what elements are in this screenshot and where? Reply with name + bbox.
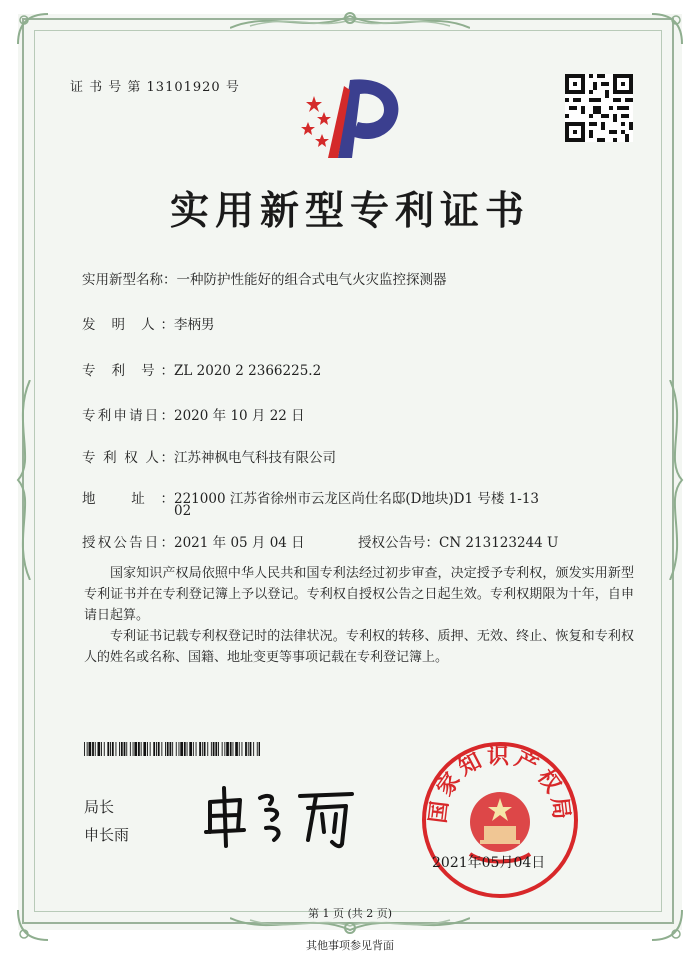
page-number: 第 1 页 (共 2 页) [307,907,393,920]
address-value: 221000 江苏省徐州市云龙区尚仕名邸(D地块)D1 号楼 1-13 [174,491,540,507]
corner-ornament-tr [648,10,686,48]
left-ornament [10,380,36,580]
patentee-label: 专 利 权 人： [82,450,174,466]
barcode [84,742,260,756]
director-name: 申长雨 [84,826,130,844]
filing-date-value: 2020 年 10 月 22 日 [174,408,305,424]
filing-date-label: 专利申请日： [82,408,174,424]
address-label: 地 址： [82,491,174,507]
announcement-number-value: CN 213123244 U [439,535,559,551]
field-patent-number [82,359,321,379]
official-seal [418,738,582,902]
field-address [82,487,539,507]
patentee-value: 江苏神枫电气科技有限公司 [174,450,336,466]
patent-office-logo [298,66,410,166]
corner-ornament-tl [14,10,52,48]
patent-number-label: 专 利 号： [82,363,174,379]
patent-number-value: ZL 2020 2 2366225.2 [174,363,322,379]
utility-model-name-label: 实用新型名称： [82,272,177,288]
right-ornament [664,380,690,580]
field-patentee [82,446,336,466]
director-title: 局长 [84,798,115,816]
director-signature [196,780,366,850]
address-value-continued: 02 [174,503,192,519]
announcement-date-label: 授权公告日： [82,535,174,551]
qr-code [565,74,633,142]
svg-text:国家知识产权局: 国家知识产权局 [425,744,575,825]
field-utility-model-name [82,268,447,288]
footer-note: 其他事项参见背面 [306,939,394,952]
legal-status-paragraph: 专利证书记载专利权登记时的法律状况。专利权的转移、质押、无效、终止、恢复和专利权人的姓名或名称、国籍、地址变更等事项记载在专利登记簿上。 [84,629,634,665]
top-ornament [230,8,470,34]
certificate-title: 实用新型专利证书 [169,189,530,234]
field-announcement-number [358,531,558,551]
field-inventor [82,313,215,333]
seal-date: 2021年05月04日 [432,855,546,871]
field-filing-date [82,404,305,424]
grant-statement-paragraph: 国家知识产权局依照中华人民共和国专利法经过初步审查，决定授予专利权，颁发实用新型专利证书并在专利登记簿上予以登记。专利权自授权公告之日起生效。专利权期限为十年，自申请日起算。 [84,566,634,623]
inventor-label: 发 明 人： [82,317,174,333]
field-announcement-date [82,531,305,551]
announcement-number-label: 授权公告号： [358,535,439,551]
announcement-date-value: 2021 年 05 月 04 日 [174,535,305,551]
certificate-serial-number: 证 书 号 第 13101920 号 [70,80,240,95]
utility-model-name-value: 一种防护性能好的组合式电气火灾监控探测器 [176,272,447,288]
inventor-value: 李柄男 [174,317,215,333]
